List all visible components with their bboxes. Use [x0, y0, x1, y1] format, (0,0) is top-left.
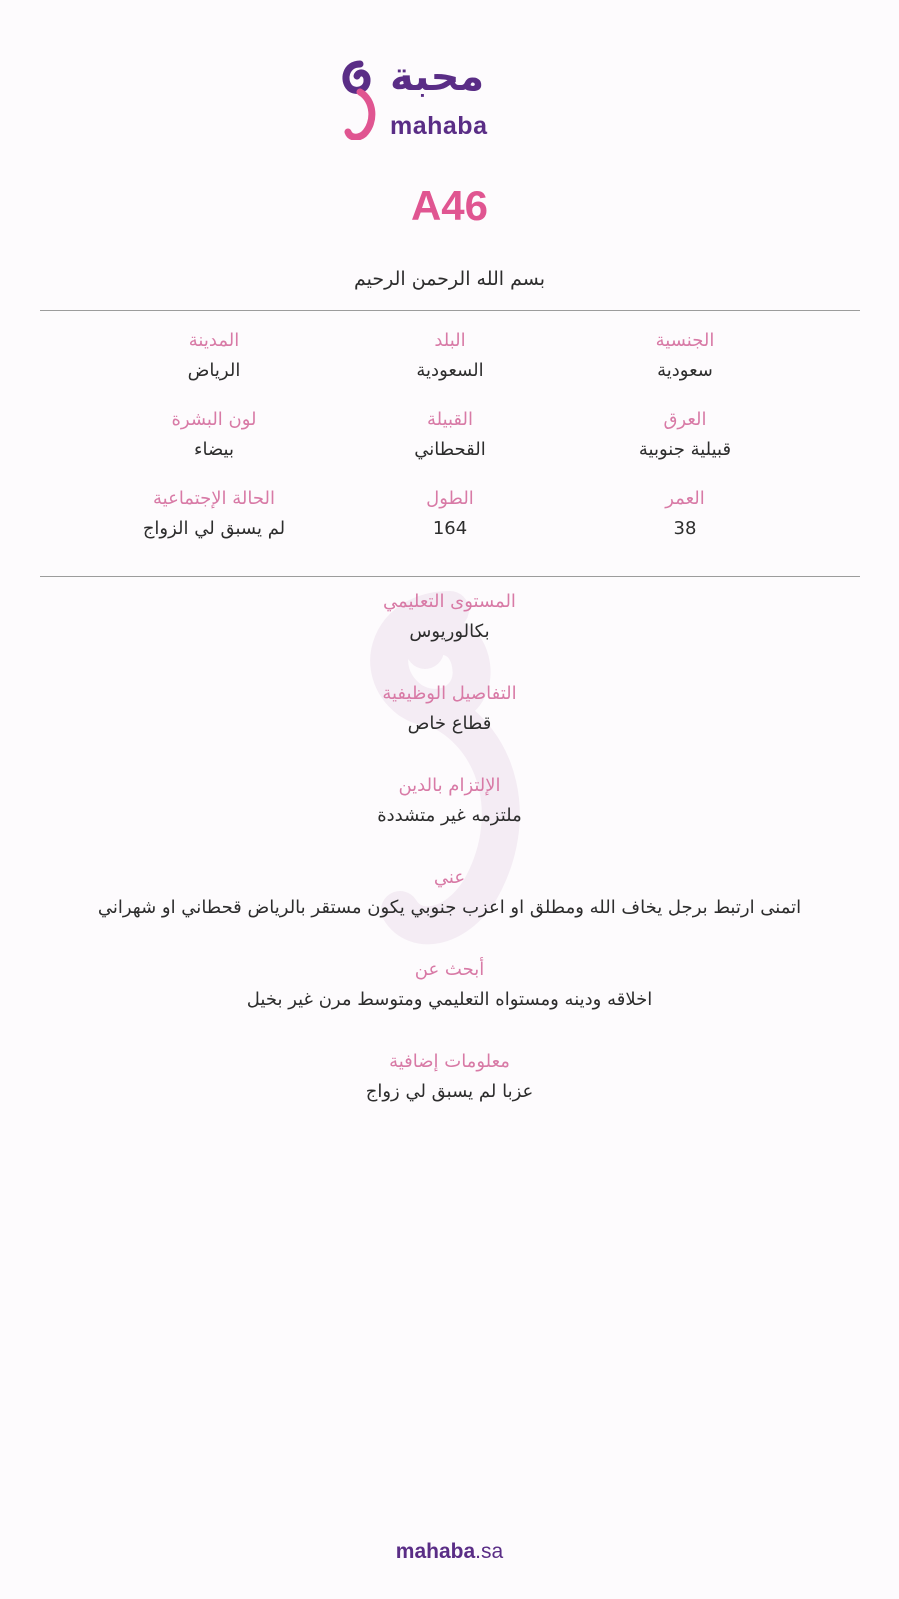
profile-code: A46	[410, 182, 489, 229]
detail-tribe	[350, 405, 550, 465]
section-value: قطاع خاص	[407, 713, 492, 734]
detail-value: قبيلية جنوبية	[638, 439, 732, 460]
detail-value: 164	[432, 518, 468, 539]
section-about	[0, 863, 899, 923]
detail-value: الرياض	[187, 360, 241, 381]
section-label: التفاصيل الوظيفية	[382, 683, 517, 704]
detail-label: الحالة الإجتماعية	[153, 488, 275, 509]
section-looking-for	[0, 955, 899, 1015]
divider-top	[40, 310, 860, 311]
detail-label: لون البشرة	[171, 409, 257, 430]
footer-website[interactable]	[0, 1540, 899, 1564]
footer-site-name: mahaba	[395, 1540, 476, 1563]
detail-value: لم يسبق لي الزواج	[142, 518, 286, 539]
section-label: الإلتزام بالدين	[398, 775, 501, 796]
detail-value: سعودية	[657, 360, 713, 381]
detail-height	[350, 484, 550, 544]
section-value: عزبا لم يسبق لي زواج	[365, 1081, 534, 1102]
section-job	[0, 679, 899, 739]
section-religion	[0, 771, 899, 831]
brand-name-arabic: محبة	[390, 54, 485, 100]
footer-site-tld: .sa	[475, 1540, 504, 1563]
detail-label: البلد	[434, 330, 466, 351]
brand-logo	[340, 54, 520, 148]
detail-country	[350, 326, 550, 386]
detail-label: العرق	[663, 409, 707, 430]
detail-nationality	[585, 326, 785, 386]
detail-value: السعودية	[416, 360, 484, 381]
section-extra	[0, 1047, 899, 1107]
section-value: ملتزمه غير متشددة	[377, 805, 522, 826]
divider-middle	[40, 576, 860, 577]
section-label: المستوى التعليمي	[383, 591, 516, 612]
brand-name-english: mahaba	[390, 112, 488, 140]
section-education	[0, 587, 899, 647]
detail-origin	[585, 405, 785, 465]
section-label: أبحث عن	[414, 959, 485, 980]
detail-skin-color	[114, 405, 314, 465]
detail-value: بيضاء	[194, 439, 234, 460]
detail-label: القبيلة	[426, 409, 474, 430]
detail-value: 38	[673, 518, 697, 539]
section-value: اتمنى ارتبط برجل يخاف الله ومطلق او اعزب جنوبي يكون مستقر بالرياض قحطاني او شهراني	[97, 897, 802, 918]
detail-age	[585, 484, 785, 544]
detail-label: المدينة	[188, 330, 240, 351]
detail-label: الطول	[426, 488, 474, 509]
detail-label: العمر	[665, 488, 705, 509]
section-value: اخلاقه ودينه ومستواه التعليمي ومتوسط مرن غير بخيل	[246, 989, 653, 1010]
detail-value: القحطاني	[414, 439, 486, 460]
brand-mark-icon	[340, 60, 378, 140]
basmala: بسم الله الرحمن الرحيم	[354, 268, 545, 290]
detail-label: الجنسية	[655, 330, 715, 351]
section-label: عني	[433, 867, 466, 888]
detail-marital-status	[114, 484, 314, 544]
section-value: بكالوريوس	[409, 621, 490, 642]
detail-city	[114, 326, 314, 386]
section-label: معلومات إضافية	[389, 1051, 510, 1072]
